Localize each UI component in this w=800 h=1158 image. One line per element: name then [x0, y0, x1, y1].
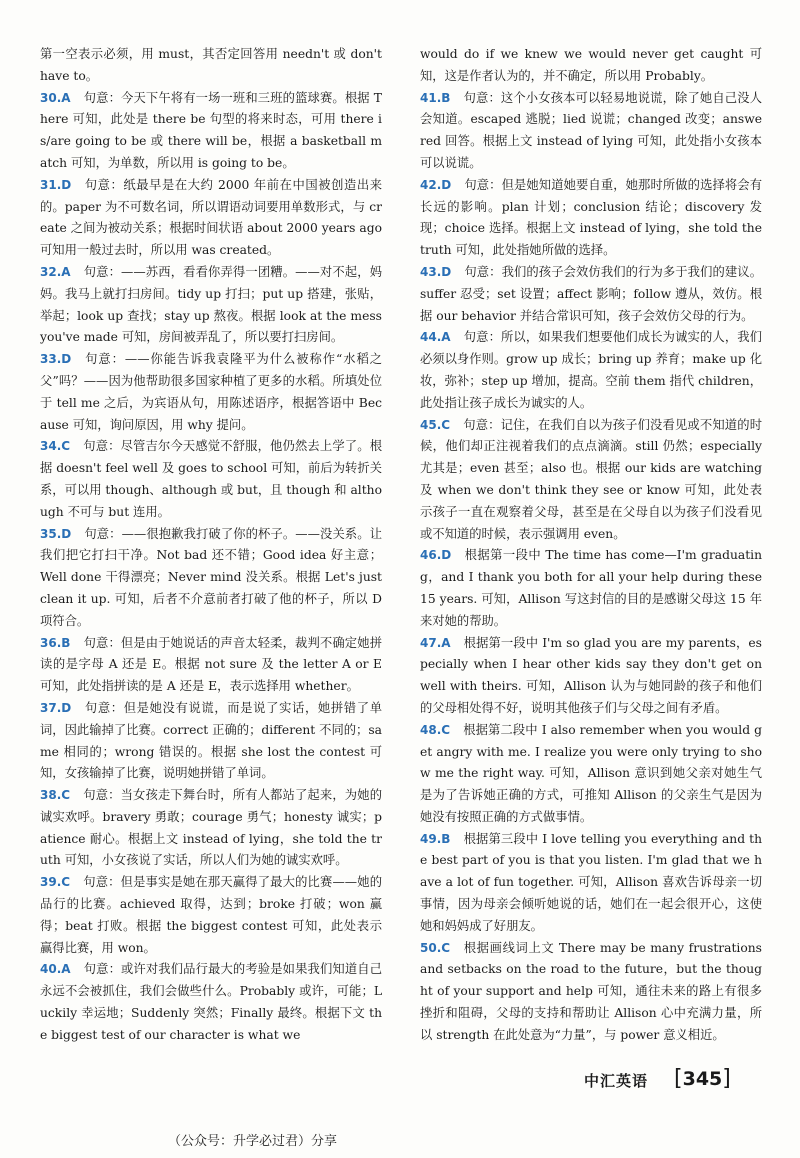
item-number: 35.D	[40, 526, 72, 541]
footer-brand: 中汇英语	[584, 1072, 649, 1090]
page-number: [345]	[674, 1066, 731, 1091]
answer-list-right	[420, 88, 762, 1047]
item-text: 句意：这个小女孩本可以轻易地说谎，除了她自己没人会知道。escaped 逃脱；lied 说谎；changed 改变；answered 回答。根据上文 instead of lying 可知，此处指小女孩本可以说谎。	[420, 90, 762, 170]
answer-item-46	[420, 545, 762, 632]
answer-item-44	[420, 327, 762, 414]
answer-item-49	[420, 829, 762, 938]
item-text: 句意：今天下午将有一场一班和三班的篮球赛。根据 There 可知，此处是 there be 句型的将来时态，可用 there is/are going to be 或 there will be，根据 a basketball match 可知，为单数，所以用 is going to be。	[40, 90, 382, 170]
item-text: 句意：尽管吉尔今天感觉不舒服，他仍然去上学了。根据 doesn't feel well 及 goes to school 可知，前后为转折关系，可以用 though、although 或 but，且 though 和 although 不可与 but 连用。	[40, 439, 382, 519]
item-number: 36.B	[40, 635, 71, 650]
item-text: 句意：但是她知道她要自重，她那时所做的选择将会有长远的影响。plan 计划；conclusion 结论；discovery 发现；choice 选择。根据上文 instead of lying，she told the truth 可知，此处指她所做的选择。	[420, 177, 762, 258]
item-number: 46.D	[420, 548, 452, 563]
item-number: 31.D	[40, 177, 72, 192]
item-text: 句意：或许对我们品行最大的考验是如果我们知道自己永远不会被抓住，我们会做些什么。Probably 或许，可能；Luckily 幸运地；Suddenly 突然；Finally 最终。根据下文 the biggest test of our character is what we	[40, 962, 382, 1042]
share-note: （公众号：升学必过君）分享	[168, 1134, 338, 1149]
item-number: 45.C	[420, 417, 451, 432]
item-number: 34.C	[40, 439, 71, 454]
answer-item-31	[40, 175, 382, 262]
item-text: 句意：但是她没有说谎，而是说了实话，她拼错了单词，因此输掉了比赛。correct 正确的；different 不同的；same 相同的；wrong 错误的。根据 she lost the contest 可知，女孩输掉了比赛，说明她拼错了单词。	[40, 700, 382, 781]
item-number: 48.C	[420, 722, 451, 737]
answer-item-45	[420, 415, 762, 546]
item-number: 42.D	[420, 177, 452, 192]
answer-item-36	[40, 633, 382, 698]
item-text: 句意：——苏西，看看你弄得一团糟。——对不起，妈妈。我马上就打扫房间。tidy up 打扫；put up 搭建，张贴，举起；look up 查找；stay up 熬夜。根据 look at the mess you've made 可知，房间被弄乱了，所以要打扫房间。	[40, 264, 382, 345]
item-text: 根据画线词上文 There may be many frustrations and setbacks on the road to the future，but the thought of your support and help 可知，通往未来的路上有很多挫折和阻碍，父母的支持和帮助让 Allison 心中充满力量，所以 strength 在此处意为“力量”，与 power 意义相近。	[420, 940, 762, 1042]
left-column	[40, 44, 382, 1047]
answer-item-38	[40, 785, 382, 872]
answer-item-43	[420, 262, 762, 327]
answer-item-35	[40, 524, 382, 633]
answer-item-47	[420, 633, 762, 720]
item-text: 句意：记住，在我们自以为孩子们没看见或不知道的时候，他们却正注视着我们的点点滴滴。still 仍然；especially 尤其是；even 甚至；also 也。根据 our kids are watching 及 when we don't think they see or know 可知，此处表示孩子一直在观察着父母，甚至是在父母自以为孩子们没看见或不知道的时候，表示强调用 even。	[420, 417, 762, 541]
left-continuation: 第一空表示必须，用 must，其否定回答用 needn't 或 don't have to。	[40, 47, 382, 83]
item-text: 根据第一段中 I'm so glad you are my parents，especially when I hear other kids say they don't get on well with theirs. 可知，Allison 认为与她同龄的孩子和他们的父母相处得不好，说明其他孩子们与父母之间有矛盾。	[420, 635, 762, 715]
answer-item-37	[40, 698, 382, 785]
item-number: 37.D	[40, 700, 72, 715]
item-number: 33.D	[40, 352, 72, 367]
item-text: 句意：——你能告诉我袁隆平为什么被称作“水稻之父”吗？——因为他帮助很多国家种植了更多的水稻。所填处位于 tell me 之后，为宾语从句，用陈述语序，根据答语中 Because 可知，询问原因，用 why 提问。	[40, 352, 382, 432]
item-number: 44.A	[420, 330, 451, 345]
answer-item-30	[40, 88, 382, 175]
item-text: 句意：纸最早是在大约 2000 年前在中国被创造出来的。paper 为不可数名词，所以谓语动词要用单数形式，与 create 之间为被动关系；根据时间状语 about 2000 years ago 可知用一般过去时，所以用 was created。	[40, 177, 382, 258]
item-number: 38.C	[40, 788, 71, 803]
answer-item-41	[420, 88, 762, 175]
answer-list-left	[40, 88, 382, 1047]
item-text: 句意：当女孩走下舞台时，所有人都站了起来，为她的诚实欢呼。bravery 勇敢；courage 勇气；honesty 诚实；patience 耐心。根据上文 instead of lying，she told the truth 可知，小女孩说了实话，所以人们为她的诚实欢呼。	[40, 788, 382, 868]
answer-item-42	[420, 175, 762, 262]
item-text: 根据第二段中 I also remember when you would get angry with me. I realize you were only trying to show me the right way. 可知，Allison 意识到她父亲对她生气是为了告诉她正确的方式，可推知 Allison 的父亲生气是因为她没有按照正确的方式做事情。	[420, 722, 762, 824]
item-number: 41.B	[420, 90, 451, 105]
item-text: 句意：——很抱歉我打破了你的杯子。——没关系。让我们把它打扫干净。Not bad 还不错；Good idea 好主意；Well done 干得漂亮；Never mind 没关系。根据 Let's just clean it up. 可知，后者不介意前者打破了他的杯子，所以 D 项符合。	[40, 526, 382, 628]
item-number: 39.C	[40, 875, 71, 890]
item-number: 30.A	[40, 90, 71, 105]
item-number: 49.B	[420, 831, 451, 846]
item-number: 32.A	[40, 264, 71, 279]
item-number: 50.C	[420, 940, 451, 955]
answer-item-40	[40, 959, 382, 1046]
answer-item-39	[40, 872, 382, 959]
item-text: 句意：但是由于她说话的声音太轻柔，裁判不确定她拼读的是字母 A 还是 E。根据 not sure 及 the letter A or E 可知，此处指拼读的是 A 还是 E，表示选择用 whether。	[40, 635, 382, 694]
answer-item-50	[420, 938, 762, 1047]
answer-item-32	[40, 262, 382, 349]
item-text: 句意：我们的孩子会效仿我们的行为多于我们的建议。suffer 忍受；set 设置；affect 影响；follow 遵从，效仿。根据 our behavior 并结合常识可知，孩子会效仿父母的行为。	[420, 264, 762, 323]
item-text: 根据第三段中 I love telling you everything and the best part of you is that you listen. I'm glad that we have a lot of fun together. 可知，Allison 喜欢告诉母亲一切事情，因为母亲会倾听她说的话，她们在一起会很开心，这使她和妈妈成了好朋友。	[420, 831, 762, 933]
item-number: 40.A	[40, 962, 71, 977]
item-number: 47.A	[420, 635, 451, 650]
right-column	[420, 44, 762, 1047]
item-text: 句意：但是事实是她在那天赢得了最大的比赛——她的品行的比赛。achieved 取得，达到；broke 打破；won 赢得；beat 打败。根据 the biggest contest 可知，此处表示赢得比赛，用 won。	[40, 875, 382, 955]
item-number: 43.D	[420, 264, 452, 279]
answer-item-34	[40, 436, 382, 523]
right-continuation: would do if we knew we would never get caught 可知，这是作者认为的，并不确定，所以用 Probably。	[420, 47, 762, 83]
answer-item-33	[40, 349, 382, 436]
item-text: 句意：所以，如果我们想要他们成长为诚实的人，我们必须以身作则。grow up 成长；bring up 养育；make up 化妆，弥补；step up 增加，提高。空前 them 指代 children，此处指让孩子成长为诚实的人。	[420, 330, 762, 410]
item-text: 根据第一段中 The time has come—I'm graduating，and I thank you both for all your help during these 15 years. 可知，Allison 写这封信的目的是感谢父母这 15 年来对她的帮助。	[420, 548, 762, 628]
answer-item-48	[420, 720, 762, 829]
